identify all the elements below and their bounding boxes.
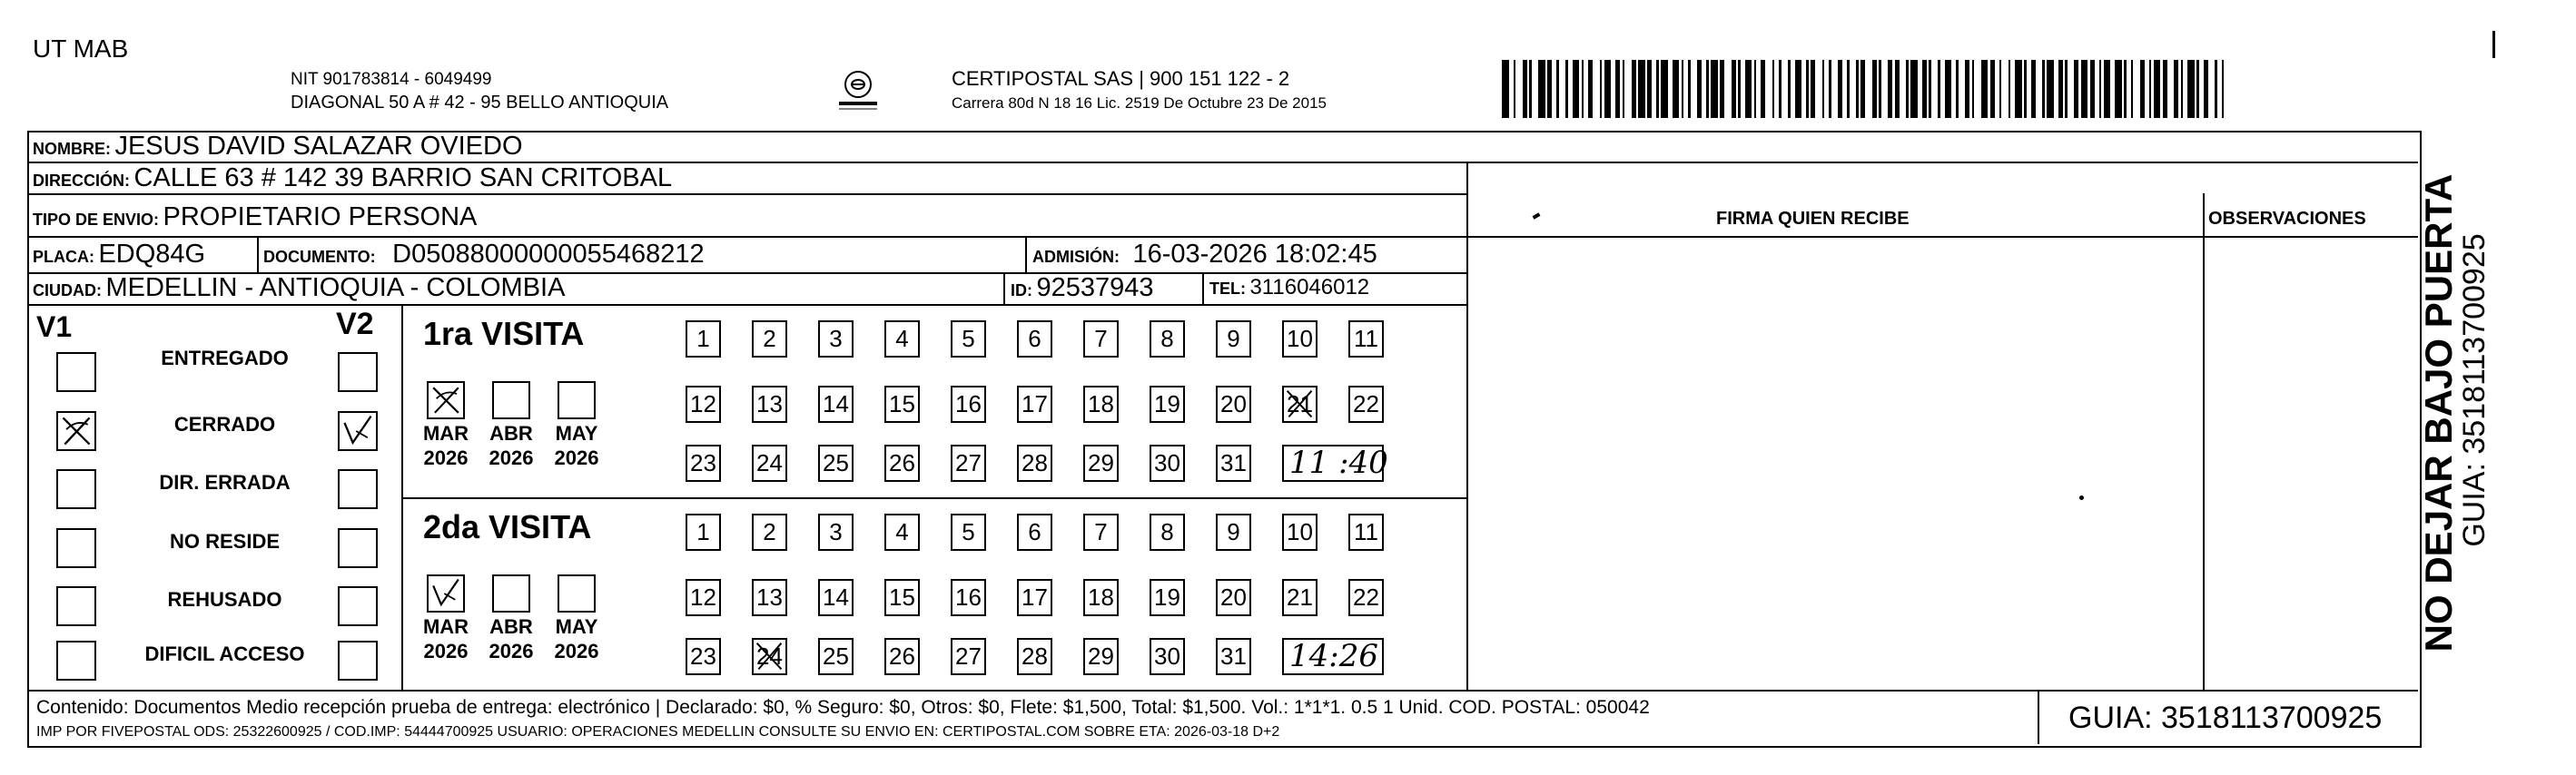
barcode-bar — [2104, 60, 2111, 118]
visit-day-box[interactable]: 29 — [1083, 445, 1119, 482]
visit-month-label: MAR — [422, 615, 469, 638]
barcode-bar — [1860, 60, 1865, 118]
visit-day-box[interactable]: 18 — [1083, 579, 1119, 616]
visit-time-box[interactable] — [1282, 638, 1384, 675]
visit-day-box[interactable]: 10 — [1282, 320, 1318, 358]
visit-day-box[interactable]: 13 — [752, 386, 787, 423]
barcode-bar — [1806, 60, 1809, 118]
barcode-bar — [1811, 60, 1815, 118]
barcode-bar — [1615, 60, 1620, 118]
barcode-bar — [1688, 60, 1691, 118]
carrier-address: Carrera 80d N 18 16 Lic. 2519 De Octubre 23 De 2015 — [952, 94, 1327, 112]
status-v1-checkbox[interactable] — [56, 352, 96, 392]
tel-value: 3116046012 — [1249, 275, 1370, 299]
visit-day-box[interactable]: 8 — [1150, 514, 1185, 551]
barcode-bar — [2015, 60, 2022, 118]
visit-day-box[interactable]: 21 — [1282, 386, 1318, 423]
barcode-bar — [1910, 60, 1918, 118]
barcode-bar — [1529, 60, 1532, 118]
company-nit: NIT 901783814 - 6049499 — [291, 70, 492, 89]
observaciones-label: OBSERVACIONES — [2208, 209, 2366, 229]
status-v1-checkbox[interactable] — [56, 469, 96, 509]
visit-month-year: 2026 — [554, 446, 599, 469]
barcode-bar — [1711, 60, 1718, 118]
visit-day-box[interactable]: 17 — [1017, 386, 1052, 423]
direccion-value: CALLE 63 # 142 39 BARRIO SAN CRITOBAL — [133, 163, 673, 192]
barcode-bar — [2187, 60, 2195, 118]
status-v2-checkbox[interactable] — [338, 411, 378, 451]
visit-day-box[interactable]: 28 — [1017, 638, 1052, 675]
direccion-row — [33, 162, 672, 198]
id-row — [1011, 272, 1153, 308]
barcode-bar — [1673, 60, 1680, 118]
visit-day-box[interactable]: 30 — [1150, 638, 1185, 675]
barcode-bar — [2140, 60, 2145, 118]
visit-day-box[interactable]: 20 — [1216, 579, 1251, 616]
barcode-bar — [1565, 60, 1568, 118]
barcode-bar — [1945, 60, 1952, 118]
visit-month-checkbox[interactable] — [558, 381, 596, 419]
visit-month-label: MAY — [555, 422, 598, 445]
barcode-bar — [2204, 60, 2208, 118]
barcode-bar — [1999, 60, 2002, 118]
status-v2-checkbox[interactable] — [338, 641, 378, 681]
visit-month-year: 2026 — [423, 446, 469, 469]
barcode-bar — [2047, 60, 2054, 118]
visit-month-label: MAR — [422, 422, 469, 445]
barcode-bar — [1556, 60, 1559, 118]
barcode-bar — [2174, 60, 2178, 118]
visit-day-box[interactable]: 31 — [1216, 638, 1251, 675]
barcode-bar — [2090, 60, 2095, 118]
visit-day-box[interactable]: 4 — [884, 514, 920, 551]
barcode-bar — [2031, 60, 2036, 118]
v1-label: V1 — [36, 310, 73, 343]
barcode-bar — [1647, 60, 1652, 118]
visit-title: 2da VISITA — [423, 508, 592, 545]
visit-day-box[interactable]: 9 — [1216, 320, 1251, 358]
barcode-bar — [1822, 60, 1825, 118]
visit-day-box[interactable]: 25 — [818, 638, 854, 675]
visit-day-box[interactable]: 3 — [818, 320, 854, 358]
barcode-bar — [1929, 60, 1931, 118]
status-label: ENTREGADO — [161, 347, 289, 369]
visit-month-label: MAY — [555, 615, 598, 638]
visit-day-box[interactable]: 19 — [1150, 386, 1185, 423]
ciudad-row — [33, 272, 565, 308]
barcode-bar — [1788, 60, 1791, 118]
status-label: DIR. ERRADA — [159, 471, 291, 494]
nombre-value: JESUS DAVID SALAZAR OVIEDO — [114, 132, 523, 161]
visit-day-box[interactable]: 25 — [818, 445, 854, 482]
status-v1-checkbox[interactable] — [56, 586, 96, 626]
barcode-bar — [2181, 60, 2184, 118]
barcode-bar — [1761, 60, 1765, 118]
visit-day-box[interactable]: 28 — [1017, 445, 1052, 482]
visit-day-box[interactable]: 31 — [1216, 445, 1251, 482]
visit-day-box[interactable]: 12 — [686, 579, 721, 616]
barcode-bar — [2074, 60, 2078, 118]
visit-day-box[interactable]: 6 — [1017, 320, 1052, 358]
barcode-bar — [1772, 60, 1775, 118]
visit-day-box[interactable]: 2 — [752, 514, 787, 551]
barcode-bar — [2115, 60, 2122, 118]
barcode-bar — [1523, 60, 1527, 118]
visit-day-box[interactable]: 5 — [951, 320, 986, 358]
visit-day-box[interactable]: 24 — [752, 638, 787, 675]
documento-row — [263, 239, 705, 274]
visit-day-box[interactable]: 24 — [752, 445, 787, 482]
barcode-bar — [2058, 60, 2063, 118]
visit-month-checkbox[interactable] — [427, 574, 465, 613]
visit-day-box[interactable]: 11 — [1348, 320, 1384, 358]
barcode-bar — [2163, 60, 2167, 118]
visit-day-box[interactable]: 29 — [1083, 638, 1119, 675]
barcode-bar — [2215, 60, 2217, 118]
barcode-bar — [1972, 60, 1975, 118]
barcode-bar — [1638, 60, 1645, 118]
barcode-bar — [2154, 60, 2161, 118]
status-v2-checkbox[interactable] — [338, 352, 378, 392]
visit-day-box[interactable]: 14 — [818, 386, 854, 423]
visit-day-box[interactable]: 7 — [1083, 320, 1119, 358]
visit-day-box[interactable]: 5 — [951, 514, 986, 551]
barcode-bar — [1600, 60, 1603, 118]
visit-month-checkbox[interactable] — [492, 381, 530, 419]
visit-time-value: 14:26 — [1289, 638, 1378, 674]
visit-month-year: 2026 — [489, 640, 534, 662]
status-v1-checkbox[interactable] — [56, 528, 96, 568]
visit-month-checkbox[interactable] — [427, 381, 465, 419]
visit-title: 1ra VISITA — [423, 315, 585, 352]
admision-value: 16-03-2026 18:02:45 — [1132, 240, 1377, 269]
no-dejar-bajo-puerta: NO DEJAR BAJO PUERTA — [2417, 173, 2460, 652]
status-label: NO RESIDE — [169, 530, 281, 553]
admision-label: ADMISIÓN: — [1032, 248, 1120, 266]
visit-day-box[interactable]: 16 — [951, 386, 986, 423]
company-name: UT MAB — [33, 34, 129, 63]
barcode — [1502, 60, 2226, 118]
visit-day-box[interactable]: 17 — [1017, 579, 1052, 616]
visit-day-box[interactable]: 23 — [686, 445, 721, 482]
visit-month-year: 2026 — [554, 640, 599, 662]
visit-day-box[interactable]: 7 — [1083, 514, 1119, 551]
company-address: DIAGONAL 50 A # 42 - 95 BELLO ANTIOQUIA — [291, 93, 669, 113]
nombre-label: NOMBRE: — [33, 140, 111, 158]
visit-day-box[interactable]: 8 — [1150, 320, 1185, 358]
certipostal-logo-icon — [835, 67, 881, 113]
visit-day-box[interactable]: 26 — [884, 445, 920, 482]
barcode-bar — [2024, 60, 2027, 118]
barcode-bar — [1754, 60, 1757, 118]
barcode-bar — [2149, 60, 2152, 118]
footer-guia: GUIA: 3518113700925 — [2068, 701, 2383, 735]
visit-day-box[interactable]: 4 — [884, 320, 920, 358]
barcode-bar — [1745, 60, 1752, 118]
visit-time-box[interactable] — [1282, 445, 1388, 482]
visit-month-year: 2026 — [423, 640, 469, 662]
barcode-bar — [1981, 60, 1989, 118]
tipo-envio-row — [33, 201, 477, 237]
side-warning — [2415, 145, 2492, 672]
visit-day-box[interactable]: 15 — [884, 386, 920, 423]
status-label: REHUSADO — [167, 588, 282, 611]
visit-month-checkbox[interactable] — [558, 574, 596, 613]
id-value: 92537943 — [1036, 273, 1154, 302]
v2-label: V2 — [336, 307, 374, 341]
visit-day-box[interactable]: 15 — [884, 579, 920, 616]
barcode-bar — [1588, 60, 1593, 118]
barcode-bar — [2222, 60, 2225, 118]
barcode-bar — [1922, 60, 1927, 118]
side-guia: GUIA: 3518113700925 — [2457, 233, 2492, 547]
barcode-bar — [1623, 60, 1625, 118]
carrier-name: CERTIPOSTAL SAS | 900 151 122 - 2 — [952, 67, 1290, 90]
visit-day-box[interactable]: 14 — [818, 579, 854, 616]
barcode-bar — [1573, 60, 1580, 118]
visit-month-label: ABR — [489, 615, 533, 638]
barcode-bar — [2008, 60, 2011, 118]
visit-day-box[interactable]: 13 — [752, 579, 787, 616]
barcode-bar — [1738, 60, 1741, 118]
visit-day-box[interactable]: 11 — [1348, 514, 1384, 551]
visit-month-checkbox[interactable] — [492, 574, 530, 613]
visit-day-box[interactable]: 2 — [752, 320, 787, 358]
status-v1-checkbox[interactable] — [56, 641, 96, 681]
barcode-bar — [1720, 60, 1724, 118]
barcode-bar — [2065, 60, 2068, 118]
visit-day-box[interactable]: 27 — [951, 445, 986, 482]
direccion-label: DIRECCIÓN: — [33, 172, 130, 190]
visit-month-year: 2026 — [489, 446, 534, 469]
status-label: DIFICIL ACCESO — [144, 643, 305, 665]
visit-day-box[interactable]: 26 — [884, 638, 920, 675]
visit-day-box[interactable]: 10 — [1282, 514, 1318, 551]
barcode-bar — [1547, 60, 1552, 118]
barcode-bar — [1779, 60, 1781, 118]
placa-value: EDQ84G — [98, 240, 206, 269]
visit-day-box[interactable]: 9 — [1216, 514, 1251, 551]
barcode-bar — [2196, 60, 2199, 118]
documento-value: D05088000000055468212 — [392, 240, 705, 269]
barcode-bar — [2081, 60, 2088, 118]
visit-day-box[interactable]: 18 — [1083, 386, 1119, 423]
barcode-bar — [1582, 60, 1584, 118]
barcode-bar — [1829, 60, 1831, 118]
barcode-bar — [2099, 60, 2102, 118]
status-v2-checkbox[interactable] — [338, 586, 378, 626]
visit-time-value: 11 :40 — [1289, 445, 1388, 481]
ciudad-label: CIUDAD: — [33, 281, 102, 299]
visit-day-box[interactable]: 22 — [1348, 579, 1384, 616]
visit-day-box[interactable]: 1 — [686, 320, 721, 358]
visit-day-box[interactable]: 20 — [1216, 386, 1251, 423]
barcode-bar — [1990, 60, 1995, 118]
tipo-envio-value: PROPIETARIO PERSONA — [163, 202, 478, 231]
barcode-bar — [1838, 60, 1842, 118]
barcode-bar — [1697, 60, 1702, 118]
top-right-mark — [2492, 31, 2495, 58]
visit-month-label: ABR — [489, 422, 533, 445]
barcode-bar — [1514, 60, 1516, 118]
barcode-bar — [2131, 60, 2134, 118]
visit-day-box[interactable]: 1 — [686, 514, 721, 551]
barcode-bar — [1965, 60, 1969, 118]
visit-day-box[interactable]: 27 — [951, 638, 986, 675]
tel-row — [1209, 272, 1369, 306]
pen-dot — [2079, 495, 2084, 500]
id-label: ID: — [1011, 281, 1032, 299]
barcode-bar — [1632, 60, 1636, 118]
barcode-bar — [1938, 60, 1940, 118]
admision-row — [1032, 239, 1377, 274]
footer-imp: IMP POR FIVEPOSTAL ODS: 25322600925 / COD.IMP: 54444700925 USUARIO: OPERACIONES MEDELLIN CONSULTE SU ENVIO EN: CERTIPOSTAL.COM SOBRE ETA: 2026-03-18 D+2 — [36, 724, 1280, 740]
ciudad-value: MEDELLIN - ANTIOQUIA - COLOMBIA — [105, 273, 566, 302]
documento-label: DOCUMENTO: — [263, 248, 376, 266]
tipo-envio-label: TIPO DE ENVIO: — [33, 211, 160, 229]
barcode-bar — [1879, 60, 1881, 118]
barcode-bar — [1956, 60, 1959, 118]
status-label: CERRADO — [173, 413, 276, 436]
barcode-bar — [1661, 60, 1668, 118]
barcode-bar — [1682, 60, 1684, 118]
barcode-bar — [1538, 60, 1545, 118]
barcode-bar — [1732, 60, 1736, 118]
visit-day-box[interactable]: 23 — [686, 638, 721, 675]
barcode-bar — [1502, 60, 1509, 118]
barcode-bar — [2124, 60, 2127, 118]
visit-day-box[interactable]: 30 — [1150, 445, 1185, 482]
tel-label: TEL: — [1209, 280, 1246, 298]
visit-day-box[interactable]: 19 — [1150, 579, 1185, 616]
barcode-bar — [1906, 60, 1909, 118]
placa-row — [33, 239, 205, 274]
barcode-bar — [1872, 60, 1877, 118]
visit-day-box[interactable]: 3 — [818, 514, 854, 551]
barcode-bar — [2042, 60, 2045, 118]
placa-label: PLACA: — [33, 248, 94, 266]
status-v2-checkbox[interactable] — [338, 469, 378, 509]
status-v1-checkbox[interactable] — [56, 411, 96, 451]
barcode-bar — [1656, 60, 1659, 118]
barcode-bar — [1604, 60, 1612, 118]
barcode-bar — [1895, 60, 1900, 118]
visit-day-box[interactable]: 16 — [951, 579, 986, 616]
barcode-bar — [1888, 60, 1892, 118]
barcode-bar — [1795, 60, 1802, 118]
visit-day-box[interactable]: 6 — [1017, 514, 1052, 551]
footer-contenido: Contenido: Documentos Medio recepción prueba de entrega: electrónico | Declarado: $0, % Seguro: $0, Otros: $0, Flete: $1,500, Total: $1,500. Vol.: 1*1*1. 0.5 1 Unid. COD. POSTAL: 050042 — [36, 697, 1650, 718]
nombre-row — [33, 131, 523, 166]
barcode-bar — [1856, 60, 1859, 118]
firma-label: FIRMA QUIEN RECIBE — [1716, 209, 1910, 229]
barcode-bar — [1706, 60, 1709, 118]
status-v2-checkbox[interactable] — [338, 528, 378, 568]
visit-day-box[interactable]: 12 — [686, 386, 721, 423]
barcode-bar — [1847, 60, 1850, 118]
visit-day-box[interactable]: 22 — [1348, 386, 1384, 423]
visit-day-box[interactable]: 21 — [1282, 579, 1318, 616]
